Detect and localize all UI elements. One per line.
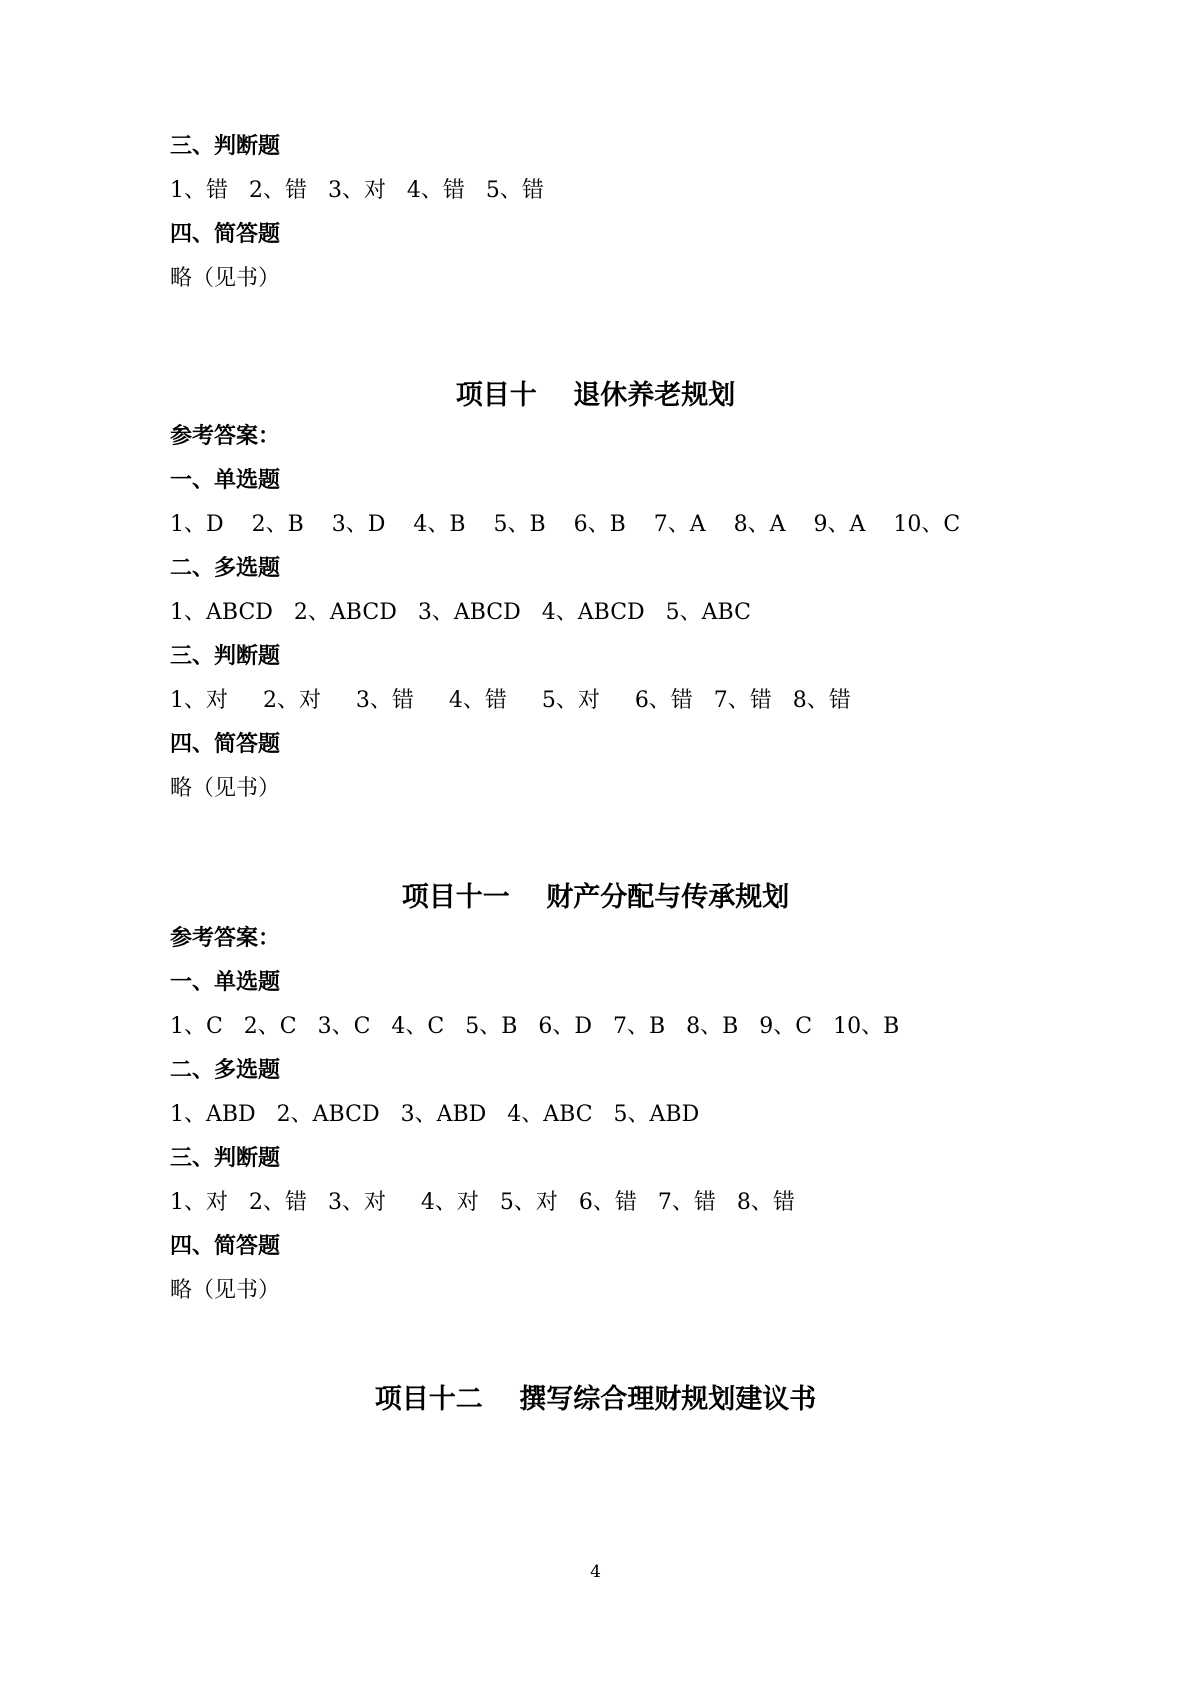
short-heading-prev: 四、简答题 bbox=[170, 222, 281, 247]
project11-single-heading: 一、单选题 bbox=[170, 970, 281, 995]
project11-short-heading: 四、简答题 bbox=[170, 1234, 281, 1259]
project11-multi-answers: 1、ABD 2、ABCD 3、ABD 4、ABC 5、ABD bbox=[170, 1102, 700, 1127]
project10-tf-answers: 1、对 2、对 3、错 4、错 5、对 6、错 7、错 8、错 bbox=[170, 688, 851, 713]
project10-multi-heading: 二、多选题 bbox=[170, 556, 281, 581]
project11-short-answers: 略（见书） bbox=[170, 1278, 281, 1303]
project12-title: 项目十二 撰写综合理财规划建议书 bbox=[374, 1384, 817, 1415]
tf-heading-prev: 三、判断题 bbox=[170, 134, 281, 159]
project10-single-heading: 一、单选题 bbox=[170, 468, 281, 493]
project10-tf-heading: 三、判断题 bbox=[170, 644, 281, 669]
project10-title: 项目十 退休养老规划 bbox=[455, 380, 736, 411]
page-number: 4 bbox=[590, 1562, 601, 1582]
project11-tf-answers: 1、对 2、错 3、对 4、对 5、对 6、错 7、错 8、错 bbox=[170, 1190, 795, 1215]
project10-multi-answers: 1、ABCD 2、ABCD 3、ABCD 4、ABCD 5、ABC bbox=[170, 600, 751, 625]
project11-ref-label: 参考答案： bbox=[170, 926, 281, 951]
project10-ref-label: 参考答案： bbox=[170, 424, 281, 449]
project10-single-answers: 1、D 2、B 3、D 4、B 5、B 6、B 7、A 8、A 9、A 10、C bbox=[170, 512, 961, 537]
project11-tf-heading: 三、判断题 bbox=[170, 1146, 281, 1171]
short-answers-prev: 略（见书） bbox=[170, 266, 281, 291]
project11-multi-heading: 二、多选题 bbox=[170, 1058, 281, 1083]
project11-title: 项目十一 财产分配与传承规划 bbox=[401, 882, 790, 913]
project11-single-answers: 1、C 2、C 3、C 4、C 5、B 6、D 7、B 8、B 9、C 10、B bbox=[170, 1014, 900, 1039]
project10-short-answers: 略（见书） bbox=[170, 776, 281, 801]
project10-short-heading: 四、简答题 bbox=[170, 732, 281, 757]
tf-answers-prev: 1、错 2、错 3、对 4、错 5、错 bbox=[170, 178, 544, 203]
